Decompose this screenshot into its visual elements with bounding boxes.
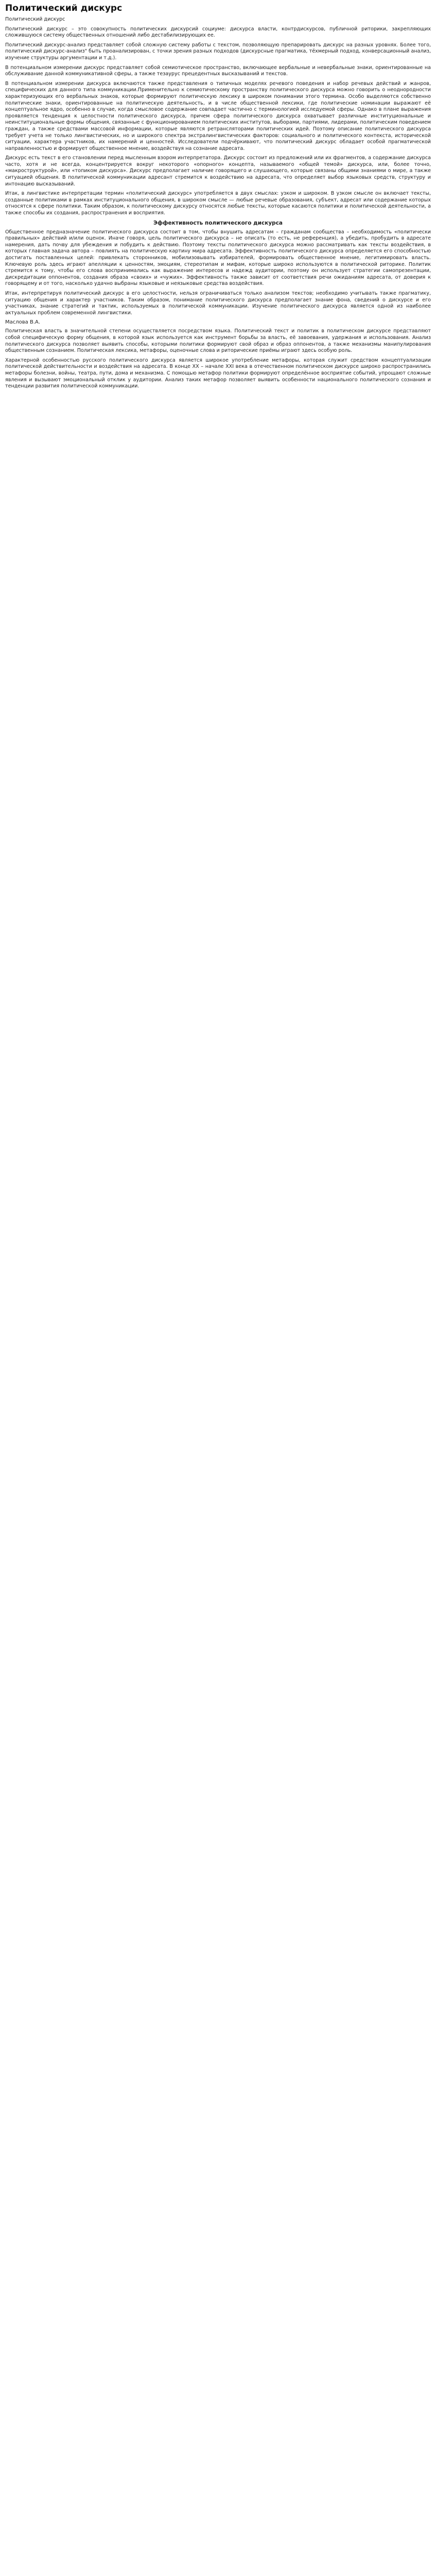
paragraph: Политический дискурс – это совокупность политических дискурсий социуме: дискурса власти, контрдискурсов, публичной риторики, закрепляющих сложившуюся систему общественных отношений либо дестабилизирующих ее.	[5, 26, 431, 39]
paragraph: Политический дискурс-анализ представляет собой сложную систему работы с текстом, позволяющую препарировать дискурс на разных уровнях. Более того, политический дискурс-анализ" быть проанализирован, с точки зрения разных подходов (дискурсные прагматика, тёхмерный подход, конверсационный анализ, изучение структуры аргументации и т.д.).	[5, 42, 431, 61]
paragraph: Итак, интерпретируя политический дискурс в его целостности, нельзя ограничиваться только анализом текстов; необходимо учитывать также прагматику, ситуацию общения и характер участников. Таким образом, понимание политического дискурса предполагает знание фона, сведений о дискурсе и его участниках, знание стратегий и тактик, используемых в политической коммуникации. Изучение политического дискурса является одной из наиболее актуальных проблем современной лингвистики.	[5, 290, 431, 316]
document-body	[5, 16, 431, 390]
author-byline: Маслова В.А.	[5, 319, 41, 326]
paragraph: Характерной особенностью русского политического дискурса является широкое употребление метафоры, которая служит средством концептуализации политической действительности и воздействия на адресата. В конце XX – начале XXI века в отечественном политическом дискурсе широко распространились метафоры болезни, войны, театра, пути, дома и механизма. С помощью метафор политики формируют определённое восприятие событий, упрощают сложные явления и вызывают эмоциональный отклик у аудитории. Анализ таких метафор позволяет выявить особенности национального политического сознания и тенденции развития политической коммуникации.	[5, 357, 431, 389]
paragraph: В потенциальном измерении дискурса включаются также представления о типичных моделях речевого поведения и набор речевых действий и жанров, специфических для данного типа коммуникации.Применительно к семиотическому пространству политического дискурса можно говорить о неоднородности характеризующих его вербальных знаков, которые формируют политическую лексику в широком понимании этого термина. Особо выделяются собственно политические знаки, ориентированные на политическую деятельность, и в числе общественной лексики, где политические номинации выражают её концептуальное ядро, особенно в случае, когда смысловое содержание совпадает частично с терминологией исследуемой сферы. Однако в плане выражения проявляется тенденция к целостности политического дискурса, причем сфера политического дискурса охватывает различные институциональные и неинституциональные формы общения, связанные с функционированием политических институтов, выборами, партиями, лидерами, политическим поведением граждан, а также средствами массовой информации, которые являются ретрансляторами политических идей. Поэтому описание политического дискурса требует учета не только лингвистических, но и широкого спектра экстралингвистических факторов: социального и политического контекста, исторической ситуации, характера участников, их намерений и ценностей. Исследователи подчёркивают, что политический дискурс обладает особой прагматической направленностью и формирует общественное мнение, воздействуя на сознание адресата.	[5, 80, 431, 151]
paragraph: Политический дискурс	[5, 16, 65, 22]
paragraph: Политическая власть в значительной степени осуществляется посредством языка. Политический текст и политик в политическом дискурсе представляют собой специфическую форму общения, в которой язык используется как инструмент борьбы за власть, её завоевания, удержания и использования. Анализ политического дискурса позволяет выявить способы, которыми политики формируют свой образ и образ оппонентов, а также механизмы манипулирования общественным сознанием. Политическая лексика, метафоры, оценочные слова и риторические приёмы играют здесь особую роль.	[5, 328, 431, 354]
paragraph: Итак, в лингвистике интерпретации термин «политический дискурс» употребляется в двух смыслах: узком и широком. В узком смысле он включает тексты, созданные политиками в рамках институционального общения, в широком смысле — любые речевые образования, субъект, адресат или содержание которых относятся к сфере политики. Таким образом, к политическому дискурсу относятся любые тексты, которые касаются политики и политической деятельности, а также способы их создания, распространения и восприятия.	[5, 191, 431, 216]
paragraph: Дискурс есть текст в его становлении перед мысленным взором интерпретатора. Дискурс состоит из предложений или их фрагментов, а содержание дискурса часто, хотя и не всегда, концентрируется вокруг некоторого «опорного» концепта, называемого «общей темой» дискурса, или, более точно, «макроструктурой», или «топиком дискурса». Дискурс предполагает наличие говорящего и слушающего, которые связаны общими знаниями о мире, а также ситуацией общения. В политической коммуникации адресант стремится к воздействию на адресата, что определяет выбор языковых средств, структуру и интонацию высказываний.	[5, 155, 431, 187]
paragraph: В потенциальном измерении дискурс представляет собой семиотическое пространство, включающее вербальные и невербальные знаки, ориентированные на обслуживание данной коммуникативной сферы, а также тезаурус прецедентных высказываний и текстов.	[5, 64, 431, 77]
page-title: Политический дискурс	[5, 3, 123, 13]
paragraph: Общественное предназначение политического дискурса состоит в том, чтобы внушить адресатам – гражданам сообщества – необходимость «политически правильных» действий и/или оценок. Иначе говоря, цель политического дискурса – не описать (то есть, не референция), а убедить, пробудить в адресате намерения, дать почву для убеждения и побудить к действию. Поэтому тексты политического дискурса можно рассматривать как тексты воздействия, в которых главная задача автора – повлиять на политическую картину мира адресата. Эффективность политического дискурса определяется его способностью достигать поставленных целей: привлекать сторонников, мобилизовывать избирателей, формировать общественное мнение, легитимировать власть. Ключевую роль здесь играют апелляции к ценностям, эмоциям, стереотипам и мифам, которые широко используются в политической риторике. Политик стремится к тому, чтобы его слова воспринимались как выражение интересов и надежд аудитории, поэтому он использует стратегии самопрезентации, дискредитации оппонентов, создания образа «своих» и «чужих». Эффективность также зависит от соответствия речи ожиданиям адресата, от доверия к говорящему и от того, насколько удачно выбраны языковые и неязыковые средства воздействия.	[5, 229, 431, 287]
section-heading: Эффективность политического дискурса	[153, 219, 283, 226]
document-page	[0, 0, 436, 390]
